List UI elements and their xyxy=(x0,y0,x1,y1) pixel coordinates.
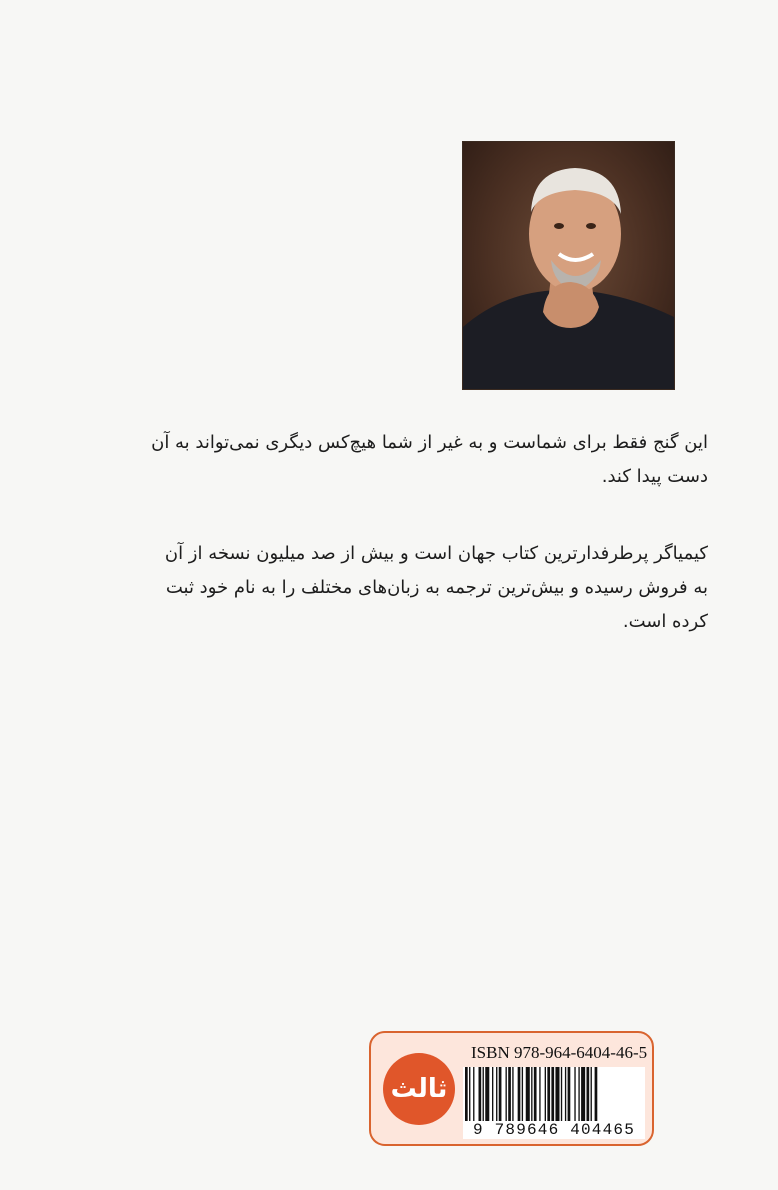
author-portrait xyxy=(463,142,674,389)
isbn-barcode-label xyxy=(369,1031,654,1146)
barcode-icon xyxy=(463,1067,645,1123)
publisher-logo: ثالث xyxy=(383,1053,455,1125)
back-cover-paragraph-2: کیمیاگر پرطرفدارترین کتاب جهان است و بیش از صد میلیون نسخه از آن به فروش رسیده و بیش‌ترین ترجمه به زبان‌های مختلف را به نام خود ثبت کرده است. xyxy=(164,543,708,632)
barcode-digits: 9 789646 404465 xyxy=(463,1121,645,1139)
isbn-number: ISBN 978-964-6404-46-5 xyxy=(471,1043,648,1062)
author-photo xyxy=(463,142,674,389)
back-cover-paragraph-1: این گنج فقط برای شماست و به غیر از شما هیچ‌کس دیگری نمی‌تواند به آن دست پیدا کند. xyxy=(151,432,708,487)
